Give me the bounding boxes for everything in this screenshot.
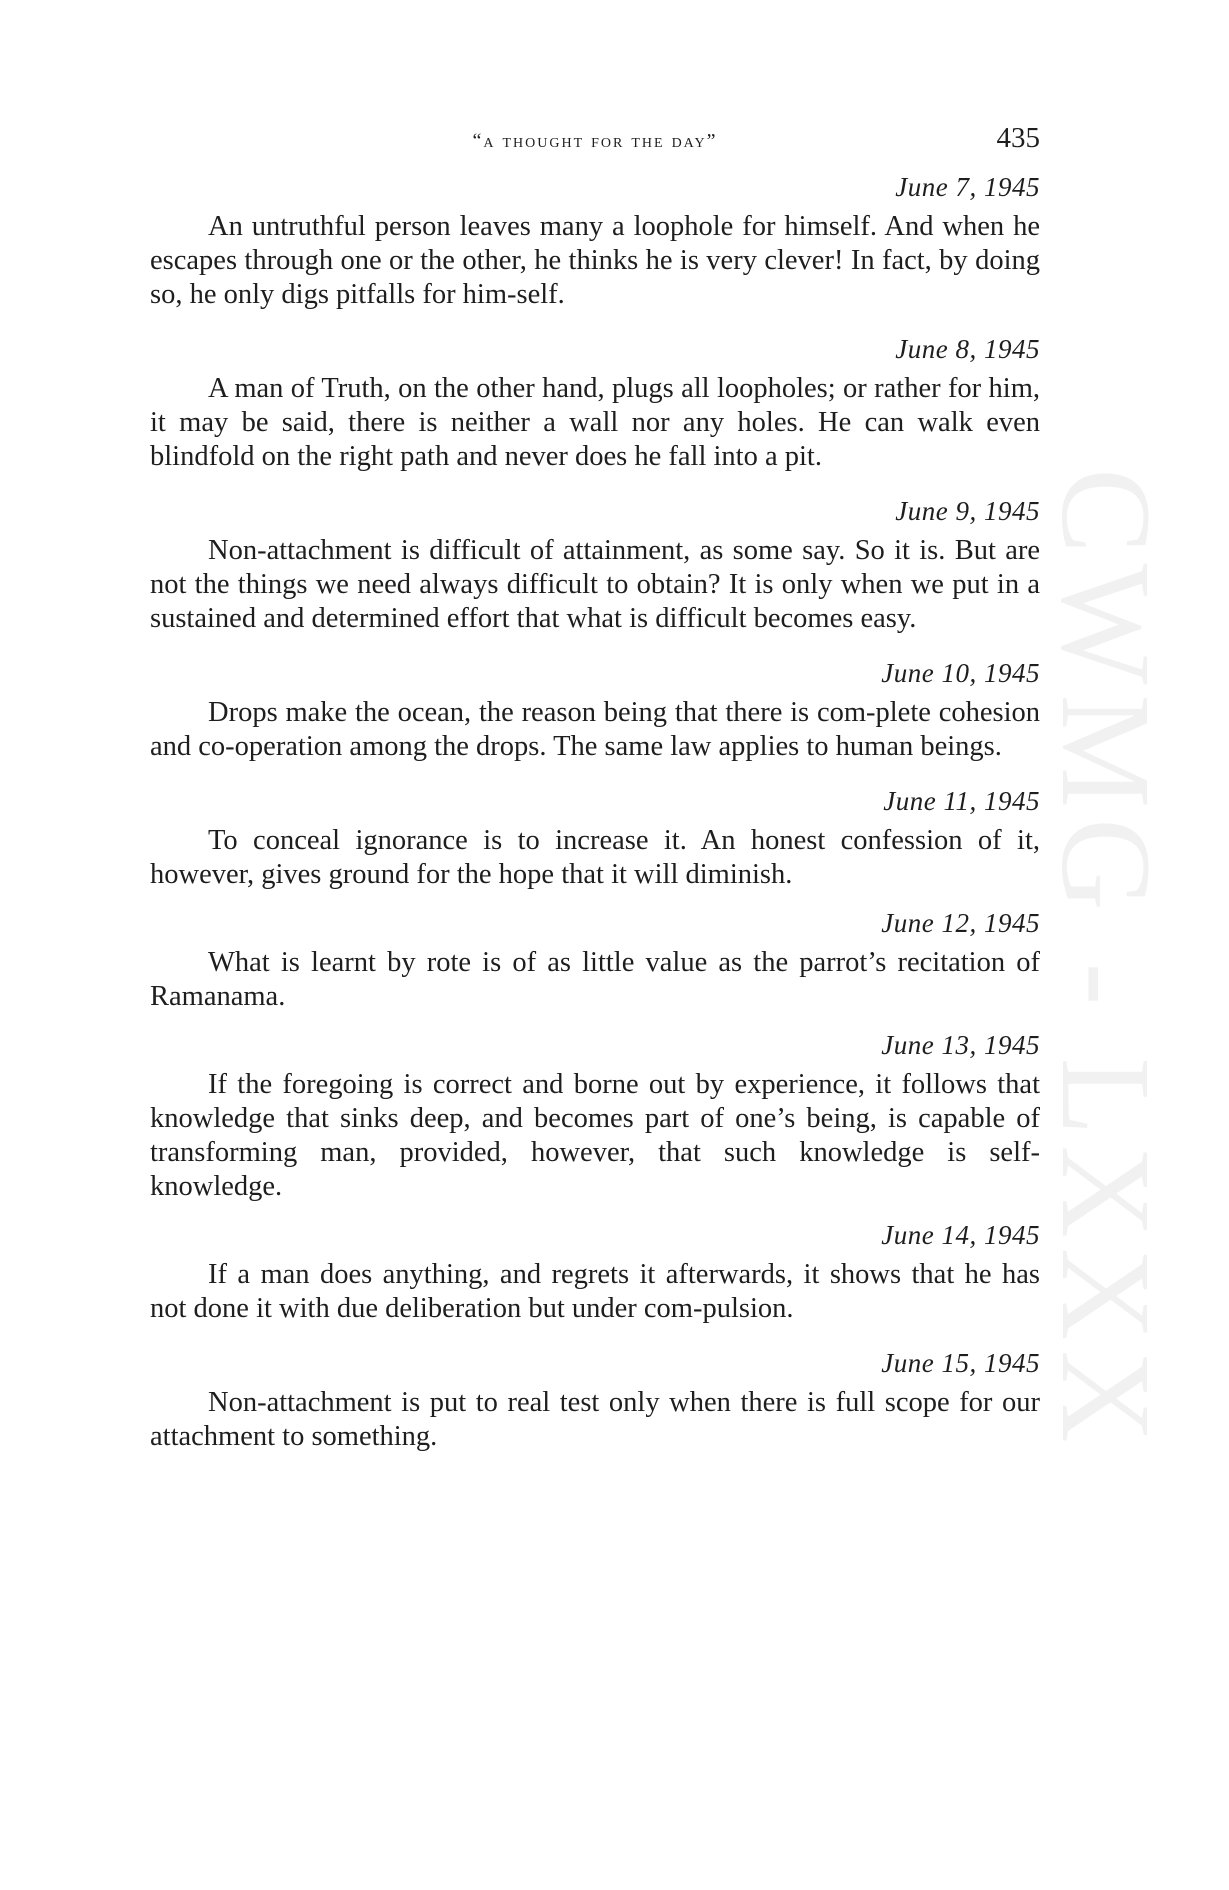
entry-date: June 15, 1945 bbox=[881, 1348, 1040, 1378]
entry-date: June 11, 1945 bbox=[883, 786, 1040, 816]
entry-text: What is learnt by rote is of as little value as the parrot’s recitation of Ramanama. bbox=[150, 947, 1040, 1012]
page-number: 435 bbox=[996, 122, 1040, 154]
running-head bbox=[150, 120, 1040, 170]
running-title: “a thought for the day” bbox=[472, 130, 718, 152]
entry-date: June 13, 1945 bbox=[881, 1030, 1040, 1060]
entry-text: Drops make the ocean, the reason being that there is com-plete cohesion and co-operation among the drops. The same law applies to human beings. bbox=[150, 697, 1040, 762]
thought-entry bbox=[150, 1028, 1040, 1204]
entry-date: June 10, 1945 bbox=[881, 658, 1040, 688]
watermark-text: CWMG - LXXX bbox=[1034, 467, 1177, 1453]
thought-entry bbox=[150, 332, 1040, 474]
entry-date: June 7, 1945 bbox=[895, 172, 1040, 202]
thought-entry bbox=[150, 170, 1040, 312]
thought-entry bbox=[150, 1218, 1040, 1326]
entry-date: June 14, 1945 bbox=[881, 1220, 1040, 1250]
thought-entry bbox=[150, 1346, 1040, 1454]
thought-entry bbox=[150, 656, 1040, 764]
thought-entry bbox=[150, 906, 1040, 1014]
entry-text: To conceal ignorance is to increase it. An honest confession of it, however, gives ground for the hope that it will diminish. bbox=[150, 825, 1040, 890]
entry-date: June 12, 1945 bbox=[881, 908, 1040, 938]
book-page bbox=[150, 120, 1040, 1454]
thought-entry bbox=[150, 784, 1040, 892]
entry-date: June 9, 1945 bbox=[895, 496, 1040, 526]
entry-date: June 8, 1945 bbox=[895, 334, 1040, 364]
cwmg-watermark bbox=[1034, 420, 1177, 1500]
entry-text: A man of Truth, on the other hand, plugs all loopholes; or rather for him, it may be said, there is neither a wall nor any holes. He can walk even blindfold on the right path and never does he fall into a pit. bbox=[150, 373, 1040, 472]
entry-text: If a man does anything, and regrets it afterwards, it shows that he has not done it with due deliberation but under com-pulsion. bbox=[150, 1259, 1040, 1324]
entry-text: Non-attachment is put to real test only when there is full scope for our attachment to something. bbox=[150, 1387, 1040, 1452]
entry-text: Non-attachment is difficult of attainment, as some say. So it is. But are not the things we need always difficult to obtain? It is only when we put in a sustained and determined effort that what is difficult becomes easy. bbox=[150, 535, 1040, 634]
entry-text: If the foregoing is correct and borne out by experience, it follows that knowledge that sinks deep, and becomes part of one’s being, is capable of transforming man, provided, however, that such knowledge is self-knowledge. bbox=[150, 1069, 1040, 1202]
thought-entry bbox=[150, 494, 1040, 636]
entry-text: An untruthful person leaves many a loophole for himself. And when he escapes through one or the other, he thinks he is very clever! In fact, by doing so, he only digs pitfalls for him-self. bbox=[150, 211, 1040, 310]
